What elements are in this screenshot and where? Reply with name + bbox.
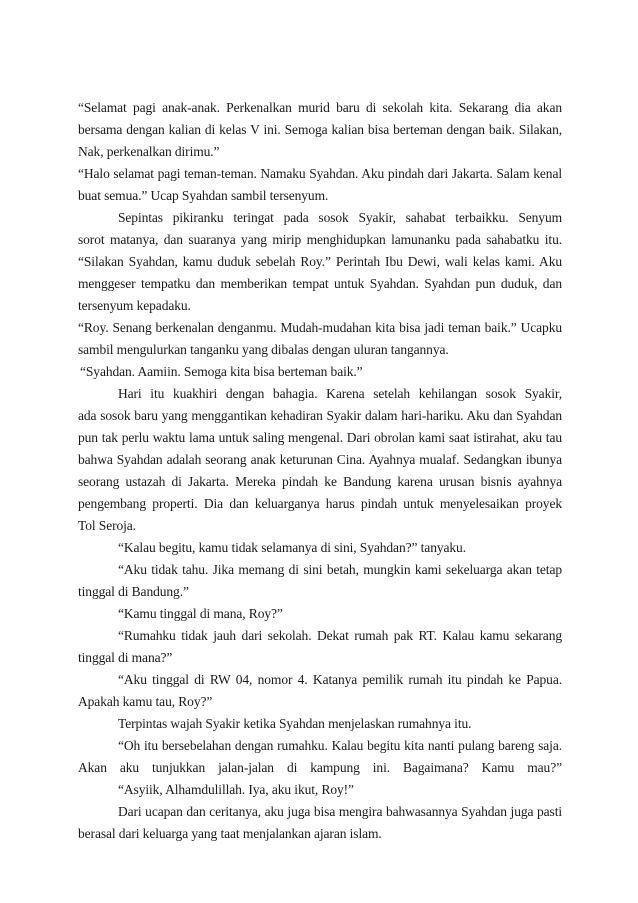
text-line: bersama dengan kalian di kelas V ini. Semoga kalian bisa berteman dengan baik. Silakan, <box>78 122 562 137</box>
text-line: Akan aku tunjukkan jalan-jalan di kampung ini. Bagaimana? Kamu mau?” <box>78 760 562 775</box>
text-line: buat semua.” Ucap Syahdan sambil tersenyum. <box>78 188 329 203</box>
text-line: seorang ustazah di Jakarta. Mereka pindah ke Bandung karena urusan bisnis ayahnya <box>78 474 562 489</box>
text-line: “Roy. Senang berkenalan denganmu. Mudah-mudahan kita bisa jadi teman baik.” Ucapku <box>78 320 562 335</box>
text-line: Apakah kamu tau, Roy?” <box>78 694 213 709</box>
text-line: “Aku tidak tahu. Jika memang di sini betah, mungkin kami sekeluarga akan tetap <box>118 562 562 577</box>
text-line: “Kamu tinggal di mana, Roy?” <box>118 606 283 621</box>
text-line: “Asyiik, Alhamdulillah. Iya, aku ikut, Roy!” <box>118 782 354 797</box>
text-line: pengembang properti. Dia dan keluarganya harus pindah untuk menyelesaikan proyek <box>78 496 562 511</box>
text-line: “Halo selamat pagi teman-teman. Namaku Syahdan. Aku pindah dari Jakarta. Salam kenal <box>78 166 562 181</box>
text-line: “Silakan Syahdan, kamu duduk sebelah Roy.” Perintah Ibu Dewi, wali kelas kami. Aku <box>78 254 562 269</box>
text-line: Dari ucapan dan ceritanya, aku juga bisa mengira bahwasannya Syahdan juga pasti <box>118 804 562 819</box>
text-line: sorot matanya, dan suaranya yang mirip menghidupkan lamunanku pada sahabatku itu. <box>78 232 562 247</box>
text-line: Tol Seroja. <box>78 518 136 533</box>
text-line: “Syahdan. Aamiin. Semoga kita bisa berteman baik.” <box>80 364 363 379</box>
text-line: tinggal di mana?” <box>78 650 173 665</box>
text-line: Hari itu kuakhiri dengan bahagia. Karena setelah kehilangan sosok Syakir, <box>118 386 562 401</box>
text-line: sambil mengulurkan tanganku yang dibalas dengan uluran tangannya. <box>78 342 449 357</box>
text-line: tersenyum kepadaku. <box>78 298 191 313</box>
text-line: berasal dari keluarga yang taat menjalankan ajaran islam. <box>78 826 382 841</box>
text-line: Nak, perkenalkan dirimu.” <box>78 144 220 159</box>
text-line: ada sosok baru yang menggantikan kehadiran Syakir dalam hari-hariku. Aku dan Syahdan <box>78 408 562 423</box>
text-line: Terpintas wajah Syakir ketika Syahdan menjelaskan rumahnya itu. <box>118 716 472 731</box>
text-line: bahwa Syahdan adalah seorang anak keturunan Cina. Ayahnya mualaf. Sedangkan ibunya <box>78 452 562 467</box>
text-line: Sepintas pikiranku teringat pada sosok Syakir, sahabat terbaikku. Senyum <box>118 210 562 225</box>
text-line: “Oh itu bersebelahan dengan rumahku. Kalau begitu kita nanti pulang bareng saja. <box>118 738 562 753</box>
text-line: “Selamat pagi anak-anak. Perkenalkan murid baru di sekolah kita. Sekarang dia akan <box>78 100 562 115</box>
text-line: menggeser tempatku dan memberikan tempat untuk Syahdan. Syahdan pun duduk, dan <box>78 276 562 291</box>
text-line: tinggal di Bandung.” <box>78 584 189 599</box>
text-line: pun tak perlu waktu lama untuk saling mengenal. Dari obrolan kami saat istirahat, aku tau <box>78 430 562 445</box>
text-line: “Rumahku tidak jauh dari sekolah. Dekat rumah pak RT. Kalau kamu sekarang <box>118 628 562 643</box>
text-line: “Aku tinggal di RW 04, nomor 4. Katanya pemilik rumah itu pindah ke Papua. <box>118 672 562 687</box>
text-line: “Kalau begitu, kamu tidak selamanya di sini, Syahdan?” tanyaku. <box>118 540 466 555</box>
